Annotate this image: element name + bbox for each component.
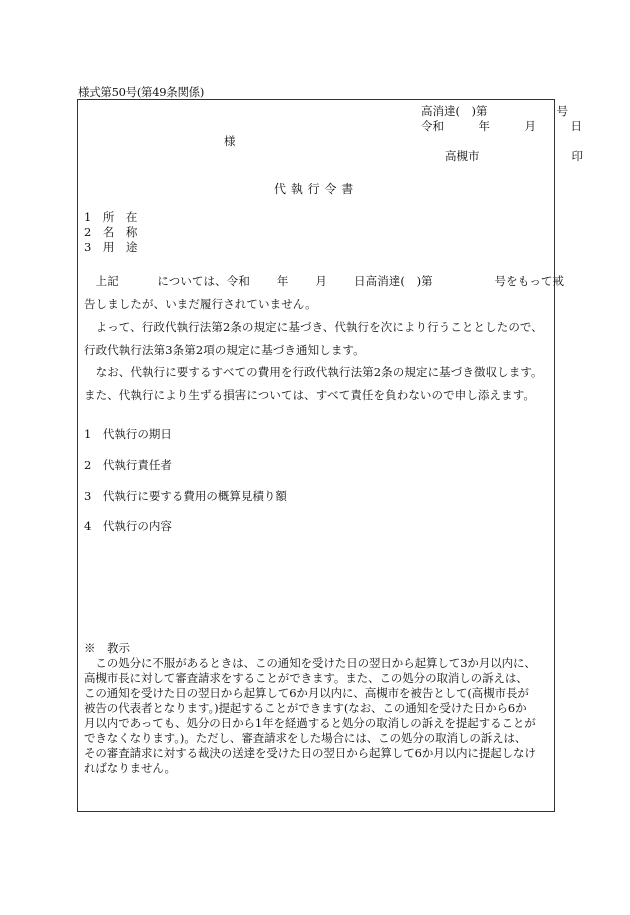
property-item bbox=[84, 225, 137, 239]
body-line: なお、代執行に要するすべての費用を行政代執行法第2条の規定に基づき徴収します。 bbox=[84, 365, 543, 379]
section-item bbox=[84, 489, 287, 503]
recipient-honorific: 様 bbox=[224, 134, 236, 148]
section-number: 3 bbox=[84, 489, 92, 503]
property-item-number: 2 bbox=[84, 225, 92, 239]
property-item-label: 所 在 bbox=[102, 210, 138, 224]
issuer-name: 高槻市 印 bbox=[445, 149, 583, 163]
section-label: 代執行の期日 bbox=[102, 427, 172, 441]
notice-line: できなくなります。)。ただし、審査請求をした場合には、この処分の取消しの訴えは、 bbox=[84, 731, 527, 745]
document-title: 代 執 行 令 書 bbox=[274, 182, 354, 196]
section-number: 4 bbox=[84, 519, 92, 533]
form-number: 様式第50号(第49条関係) bbox=[78, 85, 205, 99]
section-label: 代執行に要する費用の概算見積り額 bbox=[102, 489, 287, 503]
property-item-number: 1 bbox=[84, 210, 92, 224]
section-label: 代執行責任者 bbox=[102, 458, 172, 472]
section-number: 2 bbox=[84, 458, 92, 472]
issue-date: 令和 年 月 日 bbox=[421, 119, 582, 133]
body-line: 上記 については、令和 年 月 日高消達( )第 号をもって戒 bbox=[84, 274, 565, 288]
notice-line: この通知を受けた日の翌日から起算して6か月以内に、高槻市を被告として(高槻市長が bbox=[84, 686, 529, 700]
section-item bbox=[84, 458, 172, 472]
notice-line: この処分に不服があるときは、この通知を受けた日の翌日から起算して3か月以内に、 bbox=[84, 656, 536, 670]
notice-line: 被告の代表者となります。)提起することができます(なお、この通知を受けた日から6か bbox=[84, 701, 527, 715]
property-item-label: 用 途 bbox=[102, 240, 138, 254]
property-item-number: 3 bbox=[84, 240, 92, 254]
notice-line: ればなりません。 bbox=[84, 761, 176, 775]
document-number: 高消達( )第 号 bbox=[421, 104, 568, 118]
section-number: 1 bbox=[84, 427, 92, 441]
body-line: 告しましたが、いまだ履行されていません。 bbox=[84, 297, 317, 311]
property-item bbox=[84, 240, 137, 254]
body-line: また、代執行により生ずる損害については、すべて責任を負わないので申し添えます。 bbox=[84, 388, 536, 402]
notice-line: 高槻市長に対して審査請求をすることができます。また、この処分の取消しの訴えは、 bbox=[84, 671, 528, 685]
section-item bbox=[84, 427, 172, 441]
notice-heading: ※ 教示 bbox=[84, 641, 130, 655]
section-item bbox=[84, 519, 172, 533]
document-frame bbox=[77, 99, 583, 812]
property-item bbox=[84, 210, 137, 224]
notice-line: 月以内であっても、処分の日から1年を経過すると処分の取消しの訴えを提起することが bbox=[84, 716, 536, 730]
body-line: よって、行政代執行法第2条の規定に基づき、代執行を次により行うこととしたので、 bbox=[84, 320, 543, 334]
section-label: 代執行の内容 bbox=[102, 519, 172, 533]
property-item-label: 名 称 bbox=[102, 225, 138, 239]
body-line: 行政代執行法第3条第2項の規定に基づき通知します。 bbox=[84, 343, 365, 357]
notice-line: その審査請求に対する裁決の送達を受けた日の翌日から起算して6か月以内に提起しなけ bbox=[84, 746, 536, 760]
